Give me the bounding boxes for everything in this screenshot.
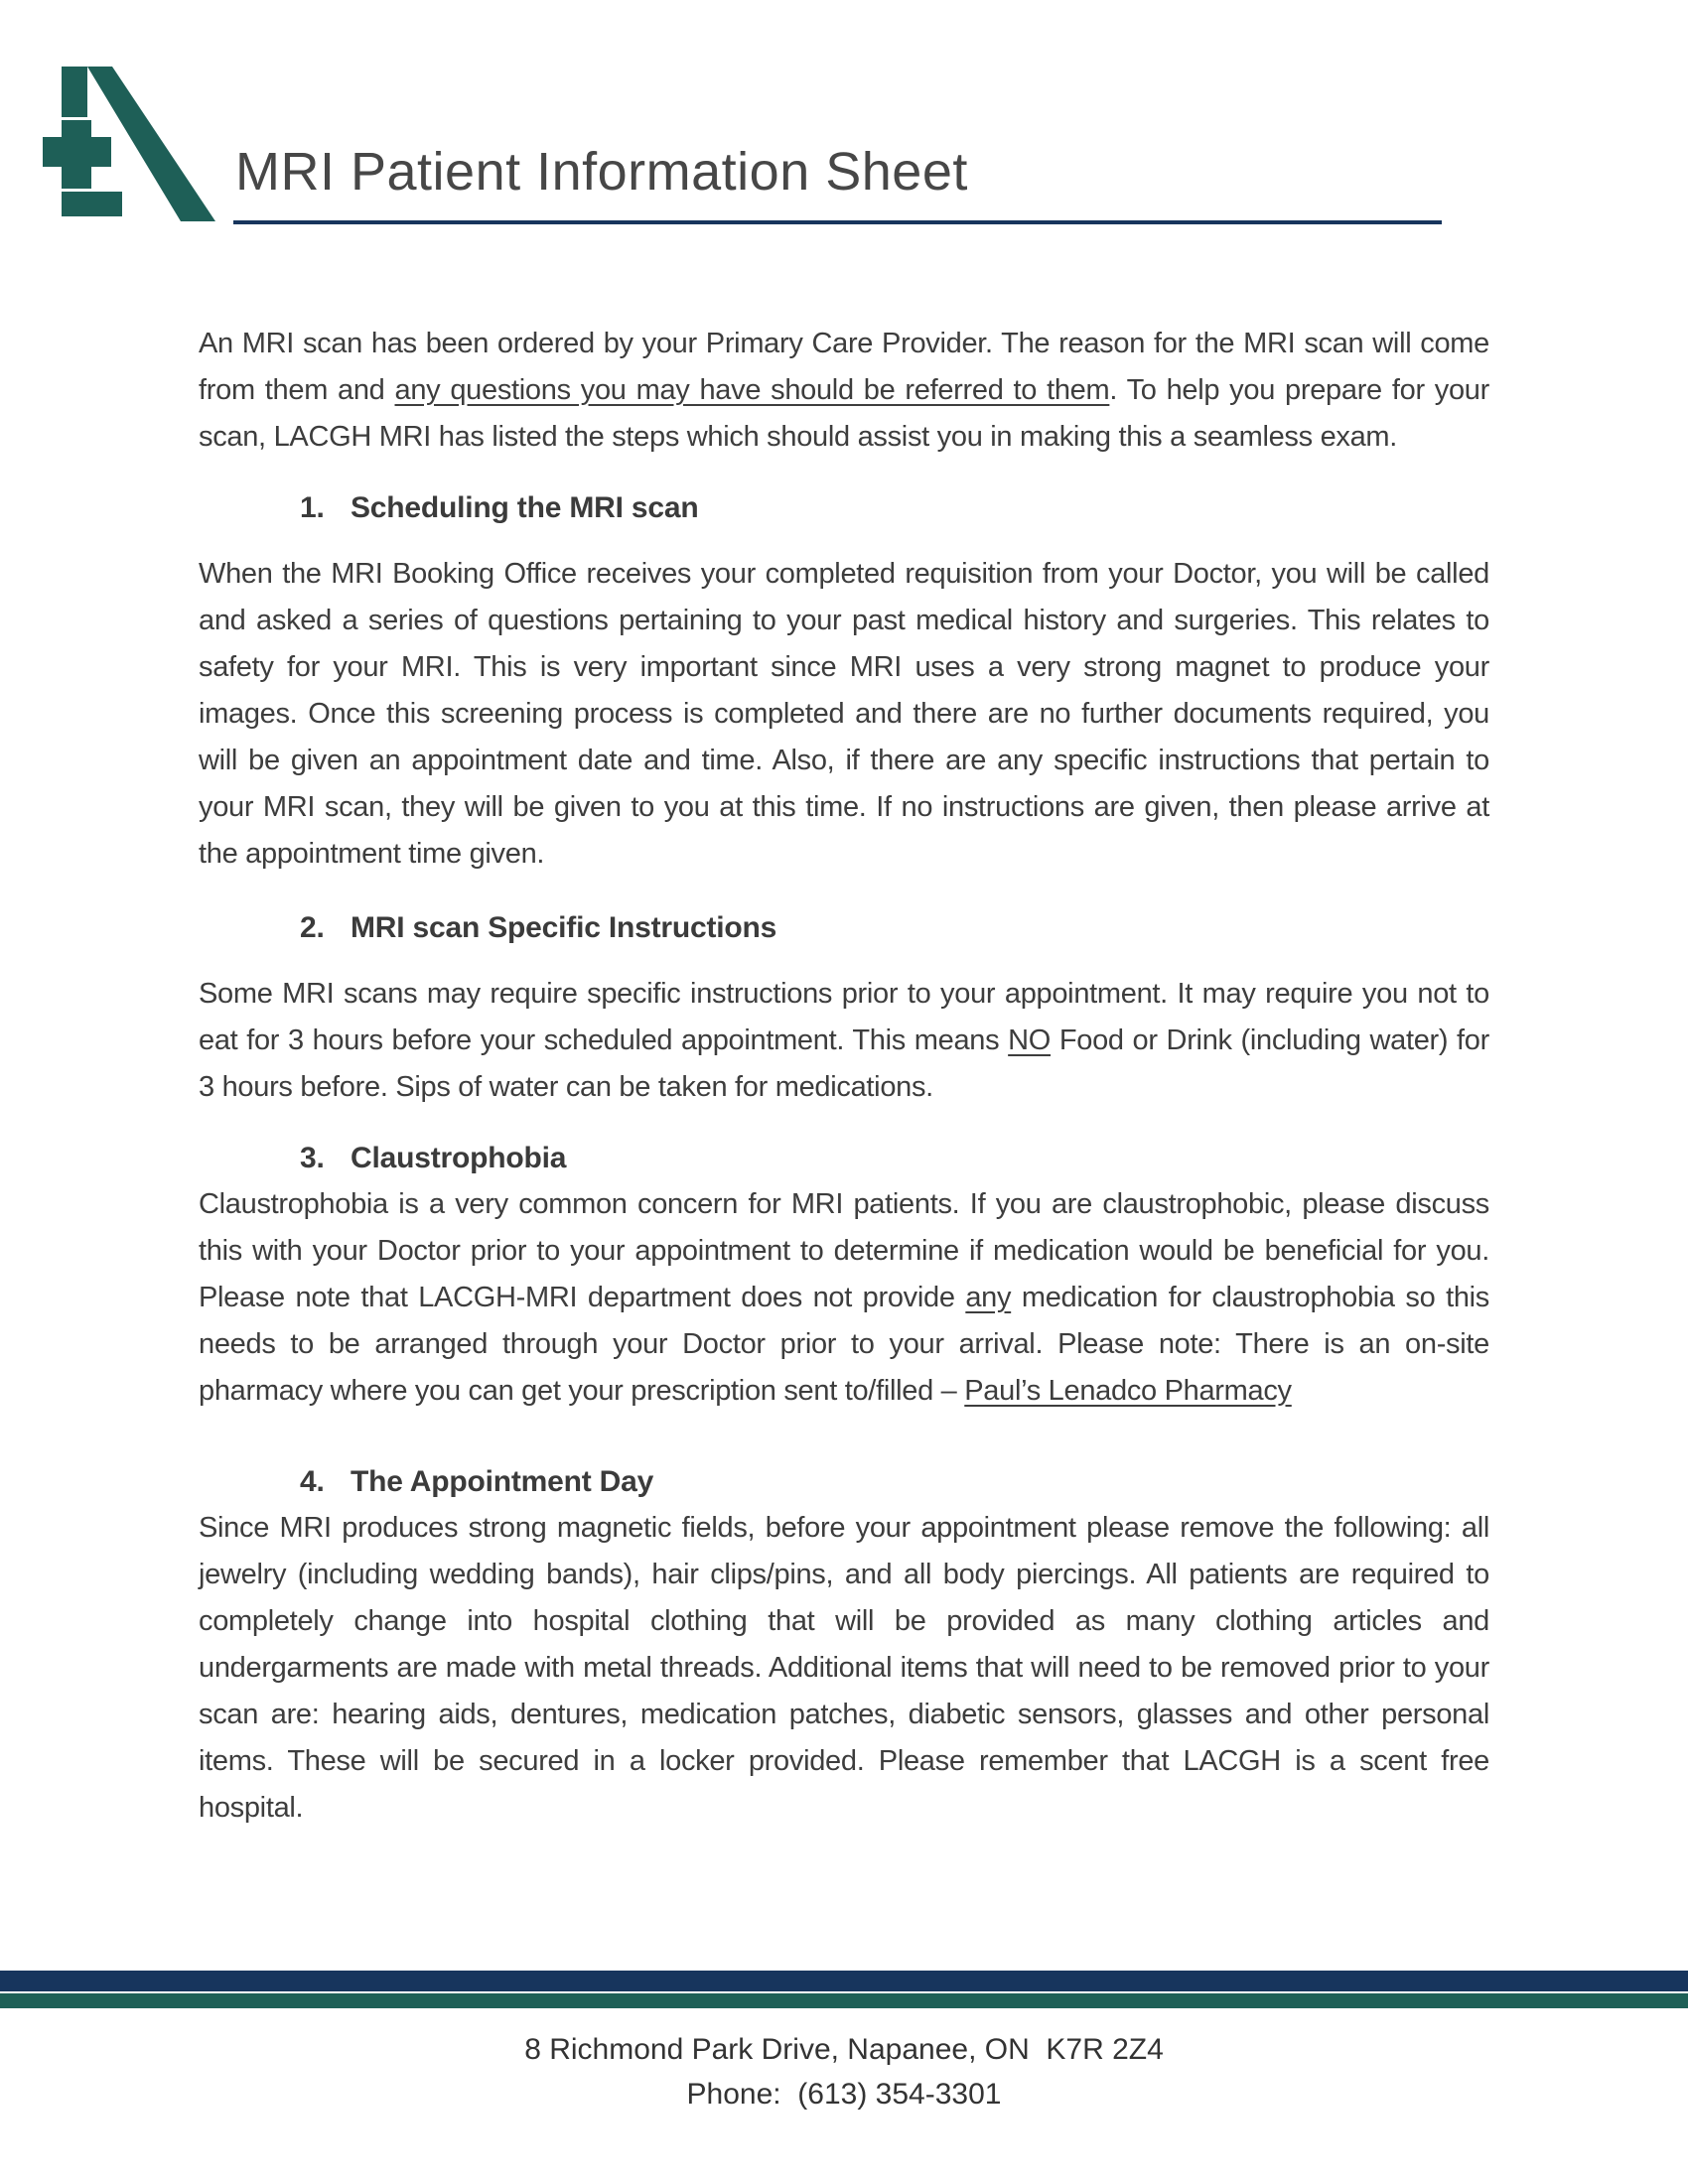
section-paragraph-scheduling: When the MRI Booking Office receives your completed requisition from your Doctor, you will be called and asked a series of questions pertaining to your past medical history and surgeries. This relates to safety for your MRI. This is very important since MRI uses a very strong magnet to produce your images. Once this screening process is completed and there are no further documents required, you will be given an appointment date and time. Also, if there are any specific instructions that pertain to your MRI scan, they will be given to you at this time. If no instructions are given, then please arrive at the appointment time given. [199,558,1489,870]
intro-paragraph: An MRI scan has been ordered by your Primary Care Provider. The reason for the MRI scan will come from them and any questions you may have should be referred to them. To help you prepare for your scan, LACGH MRI has listed the steps which should assist you in making this a seamless exam. [199,328,1489,453]
section-heading-label: Scheduling the MRI scan [351,491,699,524]
hospital-cross-a-logo-icon [40,65,228,223]
section-heading-label: The Appointment Day [351,1465,654,1498]
section-heading-label: Claustrophobia [351,1142,567,1174]
section-number: 3. [300,1142,325,1174]
title-underline [233,220,1442,224]
section-claustrophobia [199,1135,1489,1415]
section-heading-specific-instructions [300,904,1489,951]
section-heading-label: MRI scan Specific Instructions [351,911,777,944]
page-title: MRI Patient Information Sheet [235,142,968,202]
footer-phone: Phone: (613) 354-3301 [686,2078,1002,2111]
footer-bar-navy [0,1971,1688,1991]
section-paragraph-specific-instructions: Some MRI scans may require specific instructions prior to your appointment. It may require you not to eat for 3 hours before your scheduled appointment. This means NO Food or Drink (including water) for 3 hours before. Sips of water can be taken for medications. [199,978,1489,1103]
section-number: 1. [300,491,325,524]
section-heading-appointment-day [300,1458,1489,1505]
document-body [199,321,1489,1832]
section-scheduling [199,484,1489,878]
footer-bar-teal [0,1993,1688,2008]
section-number: 2. [300,911,325,944]
section-number: 4. [300,1465,325,1498]
section-specific-instructions [199,904,1489,1111]
section-paragraph-appointment-day: Since MRI produces strong magnetic fields, before your appointment please remove the following: all jewelry (including wedding bands), hair clips/pins, and all body piercings. All patients are required to completely change into hospital clothing that will be provided as many clothing articles and undergarments are made with metal threads. Additional items that will need to be removed prior to your scan are: hearing aids, dentures, medication patches, diabetic sensors, glasses and other personal items. These will be secured in a locker provided. Please remember that LACGH is a scent free hospital. [199,1512,1489,1824]
section-heading-scheduling [300,484,1489,531]
footer-address: 8 Richmond Park Drive, Napanee, ON K7R 2Z4 [524,2033,1164,2066]
section-appointment-day [199,1458,1489,1832]
section-paragraph-claustrophobia: Claustrophobia is a very common concern for MRI patients. If you are claustrophobic, please discuss this with your Doctor prior to your appointment to determine if medication would be beneficial for you. Please note that LACGH-MRI department does not provide any medication for claustrophobia so this needs to be arranged through your Doctor prior to your arrival. Please note: There is an on-site pharmacy where you can get your prescription sent to/filled – Paul’s Lenadco Pharmacy [199,1188,1490,1407]
section-heading-claustrophobia [300,1135,1489,1181]
